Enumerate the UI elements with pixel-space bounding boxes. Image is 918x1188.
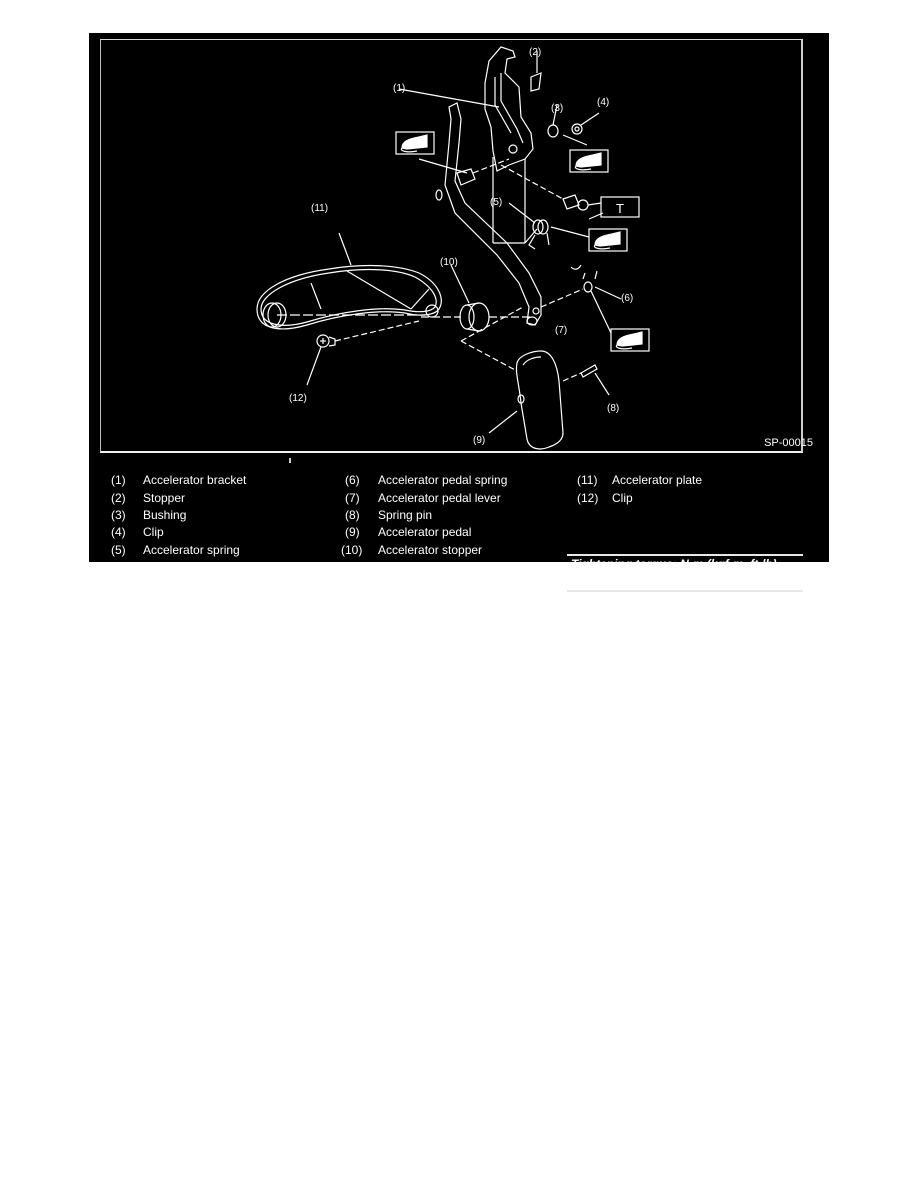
legend-number: (10) (341, 543, 363, 557)
parts-legend (89, 471, 829, 588)
spring-pin-part (581, 365, 609, 395)
callout-12: (12) (289, 393, 307, 404)
callout-1: (1) (393, 83, 406, 94)
torque-spec (592, 574, 694, 588)
accelerator-pedal-spring-part (541, 265, 621, 307)
grease-symbol-1 (396, 132, 434, 154)
grease-symbol-2 (570, 150, 608, 172)
torque-value: 18 (1.8, 13.0) (612, 574, 684, 588)
callout-11: (11) (311, 203, 329, 214)
figure-panel (89, 33, 829, 588)
tightening-torque-box (567, 554, 803, 592)
grease-symbol-4 (611, 329, 649, 351)
callout-5: (5) (490, 197, 503, 208)
legend-label: Spring pin (378, 508, 433, 522)
legend-label: Clip (612, 491, 633, 505)
accelerator-spring-part (509, 203, 549, 249)
legend-number: (12) (577, 491, 599, 505)
accelerator-plate-part (257, 233, 441, 329)
legend-number: (1) (111, 473, 126, 487)
legend-number: (3) (111, 508, 126, 522)
legend-number: (2) (111, 491, 126, 505)
legend-label: Accelerator stopper (378, 543, 483, 557)
legend-number: (11) (577, 473, 598, 487)
legend-number: (5) (111, 543, 126, 557)
leader-lines (399, 89, 611, 333)
legend-number: (8) (345, 508, 360, 522)
legend-number: (6) (345, 473, 360, 487)
legend-number: (4) (111, 525, 126, 539)
legend-label: Accelerator pedal spring (378, 473, 508, 487)
accelerator-stopper-part (421, 265, 533, 331)
grease-symbol-3 (589, 229, 627, 251)
callout-4: (4) (597, 97, 610, 108)
scan-artifact (289, 458, 291, 463)
callout-3: (3) (551, 103, 564, 114)
clip-12-part (307, 321, 419, 385)
legend-label: Accelerator plate (612, 473, 703, 487)
legend-label: Clip (143, 525, 164, 539)
legend-label: Accelerator pedal (378, 525, 472, 539)
callout-9: (9) (473, 435, 486, 446)
figure-code: SP-00015 (764, 437, 813, 449)
torque-heading: Tightening torque: N·m (kgf-m, ft-lb) (571, 557, 777, 571)
legend-number: (7) (345, 491, 360, 505)
callout-8: (8) (607, 403, 620, 414)
accelerator-bracket-part (485, 47, 533, 243)
legend-label: Accelerator spring (143, 543, 240, 557)
legend-label: Bushing (143, 508, 187, 522)
callout-10: (10) (440, 257, 458, 268)
legend-label: Stopper (143, 491, 186, 505)
legend-label: Accelerator bracket (143, 473, 247, 487)
callout-2: (2) (529, 47, 542, 58)
torque-symbol-label: T (616, 201, 624, 216)
torque-label: T: (592, 574, 603, 588)
legend-number: (9) (345, 525, 360, 539)
callout-6: (6) (621, 293, 634, 304)
legend-label: Accelerator pedal lever (378, 491, 501, 505)
callout-7: (7) (555, 325, 568, 336)
clip-4-part (572, 113, 599, 134)
